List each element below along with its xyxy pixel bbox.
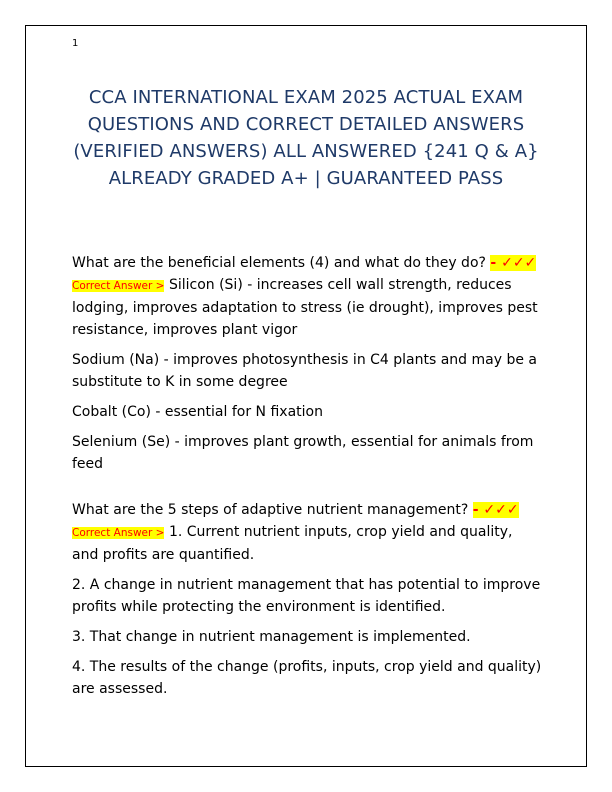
answer-text: Silicon (Si) - increases cell wall strength, reduces lodging, improves adaptation to stress (ie drought), improves pest resistance, improves plant vigor bbox=[72, 277, 538, 338]
document-body bbox=[72, 252, 542, 724]
correct-answer-tag: Correct Answer > bbox=[72, 527, 165, 539]
question-text: What are the 5 steps of adaptive nutrient management? bbox=[72, 502, 469, 518]
answer-paragraph: Sodium (Na) - improves photosynthesis in C4 plants and may be a substitute to K in some degree bbox=[72, 352, 538, 390]
answer-paragraph: Cobalt (Co) - essential for N fixation bbox=[72, 404, 323, 420]
check-marks-icon: - ✓✓✓ bbox=[472, 502, 519, 518]
qa-block bbox=[72, 252, 542, 475]
qa-question-paragraph bbox=[72, 499, 542, 566]
answer-paragraph: 4. The results of the change (profits, inputs, crop yield and quality) are assessed. bbox=[72, 659, 542, 697]
question-text: What are the beneficial elements (4) and what do they do? bbox=[72, 255, 486, 271]
answer-paragraph: Selenium (Se) - improves plant growth, essential for animals from feed bbox=[72, 434, 534, 472]
answer-paragraph: 3. That change in nutrient management is implemented. bbox=[72, 629, 471, 645]
answer-paragraph: 2. A change in nutrient management that has potential to improve profits while protecting the environment is identified. bbox=[72, 577, 541, 615]
answer-text: 1. Current nutrient inputs, crop yield and quality, and profits are quantified. bbox=[72, 524, 513, 563]
correct-answer-tag: Correct Answer > bbox=[72, 280, 165, 292]
qa-question-paragraph bbox=[72, 252, 542, 341]
page-number: 1 bbox=[72, 38, 79, 49]
document-title: CCA INTERNATIONAL EXAM 2025 ACTUAL EXAM QUESTIONS AND CORRECT DETAILED ANSWERS (VERIFIED ANSWERS) ALL ANSWERED {241 Q & A} ALREADY GRADED A+ | GUARANTEED PASS bbox=[73, 87, 539, 190]
check-marks-icon: - ✓✓✓ bbox=[490, 255, 537, 271]
qa-block bbox=[72, 499, 542, 700]
